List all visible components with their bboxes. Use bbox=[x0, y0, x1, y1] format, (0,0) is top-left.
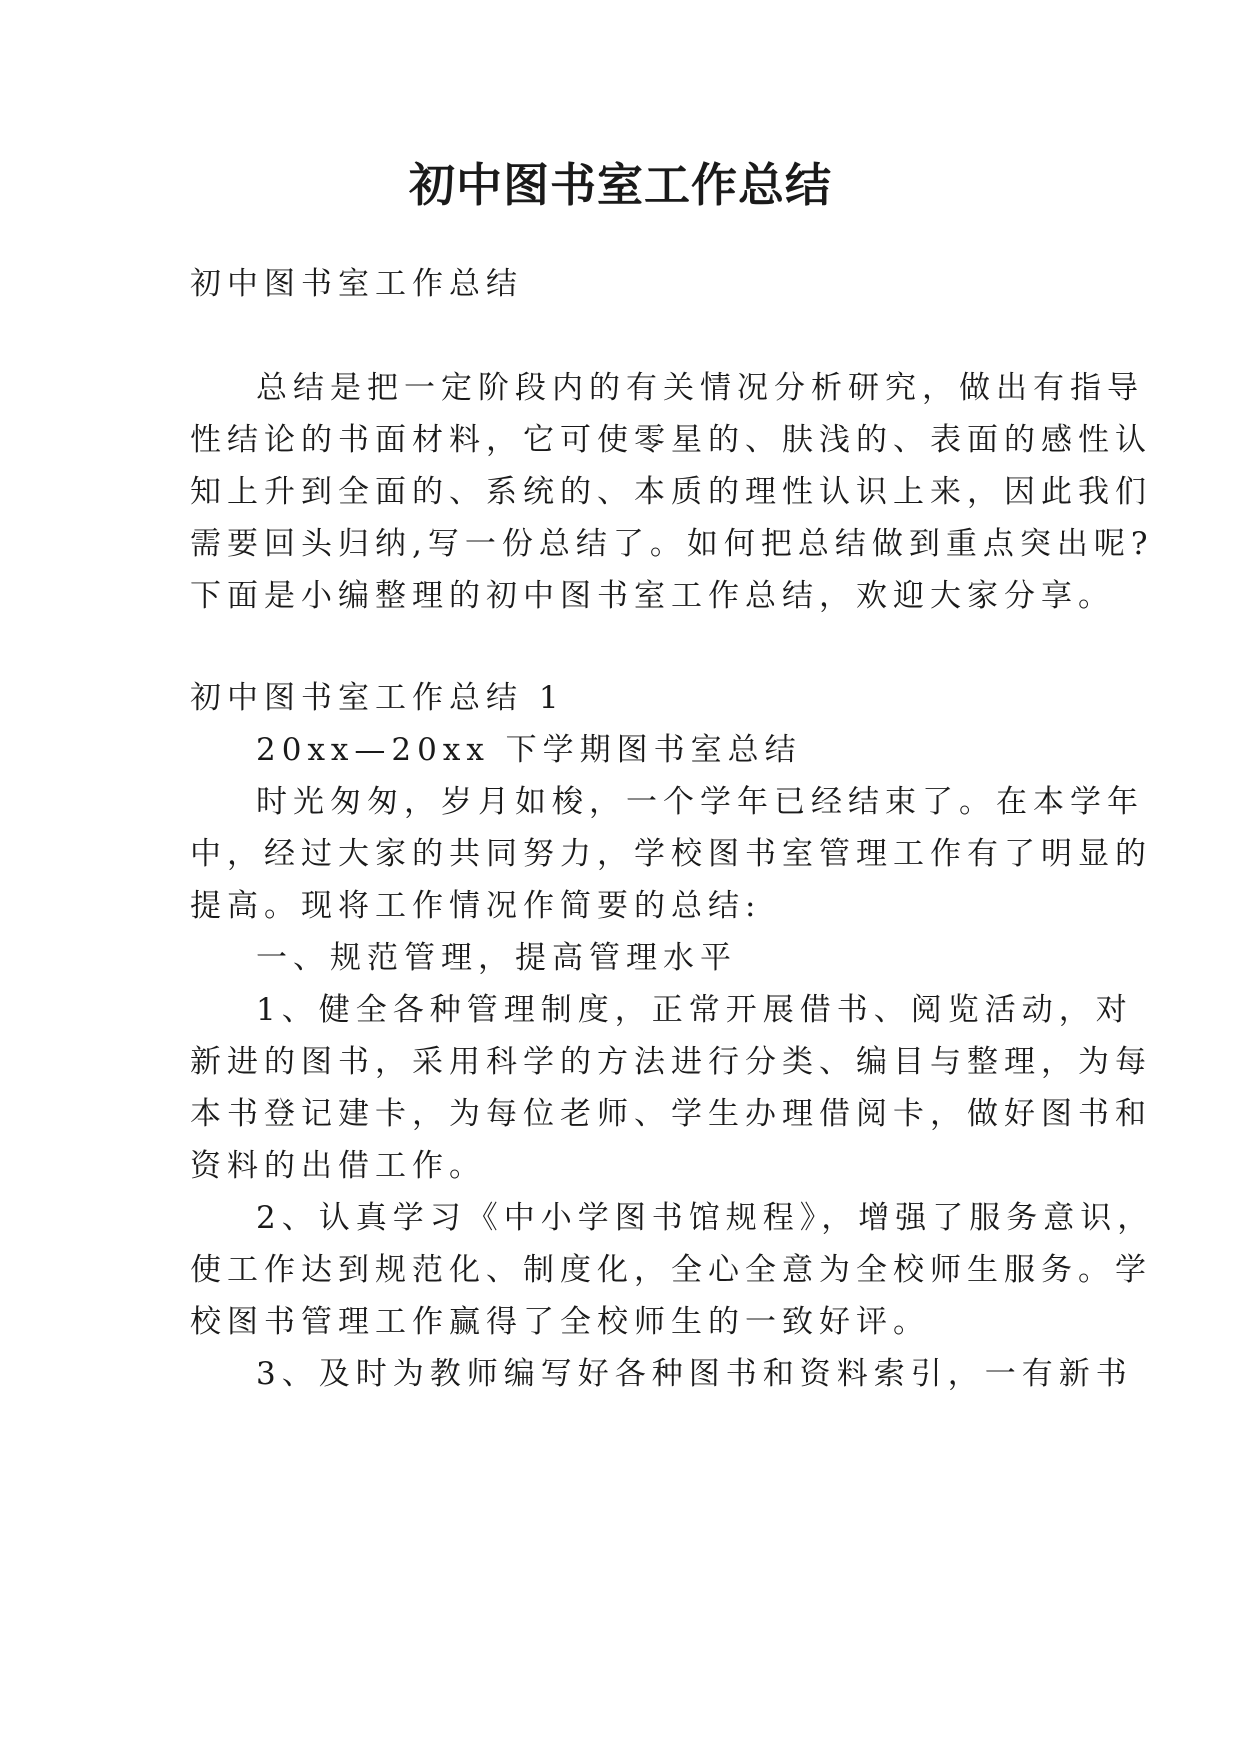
document-title: 初中图书室工作总结 bbox=[409, 158, 832, 212]
text-line: 提高。现将工作情况作简要的总结: bbox=[190, 888, 762, 924]
text-line: 下面是小编整理的初中图书室工作总结，欢迎大家分享。 bbox=[190, 578, 1115, 614]
text-line: 使工作达到规范化、制度化，全心全意为全校师生服务。学 bbox=[190, 1252, 1152, 1288]
text-line: 20xx—20xx 下学期图书室总结 bbox=[256, 732, 802, 768]
text-line: 3、及时为教师编写好各种图书和资料索引，一有新书 bbox=[256, 1356, 1133, 1392]
section-heading: 初中图书室工作总结 1 bbox=[190, 680, 565, 716]
text-line: 时光匆匆，岁月如梭，一个学年已经结束了。在本学年 bbox=[256, 784, 1144, 820]
text-line: 资料的出借工作。 bbox=[190, 1148, 486, 1184]
text-line: 一、规范管理，提高管理水平 bbox=[256, 940, 737, 976]
text-line: 性结论的书面材料，它可使零星的、肤浅的、表面的感性认 bbox=[190, 422, 1152, 458]
text-line: 本书登记建卡，为每位老师、学生办理借阅卡，做好图书和 bbox=[190, 1096, 1152, 1132]
text-line: 校图书管理工作赢得了全校师生的一致好评。 bbox=[190, 1304, 930, 1340]
text-line: 新进的图书，采用科学的方法进行分类、编目与整理，为每 bbox=[190, 1044, 1152, 1080]
text-line: 中，经过大家的共同努力，学校图书室管理工作有了明显的 bbox=[190, 836, 1152, 872]
text-line: 需要回头归纳,写一份总结了。如何把总结做到重点突出呢? bbox=[190, 526, 1154, 562]
text-line: 知上升到全面的、系统的、本质的理性认识上来，因此我们 bbox=[190, 474, 1152, 510]
text-line: 1、健全各种管理制度，正常开展借书、阅览活动，对 bbox=[256, 992, 1133, 1028]
text-line: 总结是把一定阶段内的有关情况分析研究，做出有指导 bbox=[256, 370, 1144, 406]
text-line: 2、认真学习《中小学图书馆规程》，增强了服务意识， bbox=[256, 1200, 1155, 1236]
subtitle-line: 初中图书室工作总结 bbox=[190, 266, 523, 302]
